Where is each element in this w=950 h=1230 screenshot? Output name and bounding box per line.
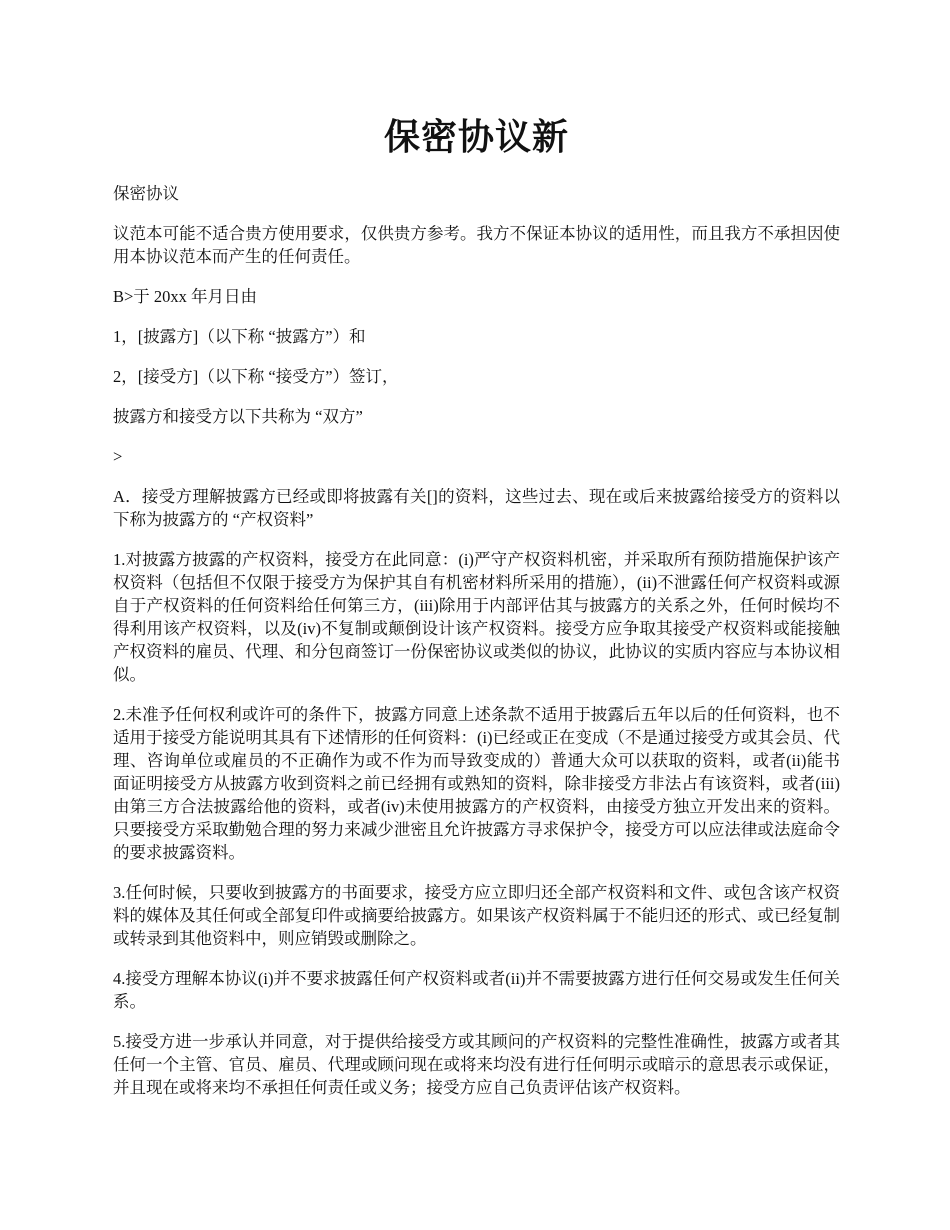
- paragraph-disclaimer: 议范本可能不适合贵方使用要求，仅供贵方参考。我方不保证本协议的适用性，而且我方不承担因使用本协议范本而产生的任何责任。: [113, 224, 840, 266]
- paragraph-clause-3: 3.任何时候，只要收到披露方的书面要求，接受方应立即归还全部产权资料和文件、或包含该产权资料的媒体及其任何或全部复印件或摘要给披露方。如果该产权资料属于不能归还的形式、或已经复制或转录到其他资料中，则应销毁或删除之。: [113, 883, 840, 948]
- paragraph-clause-1: 1.对披露方披露的产权资料，接受方在此同意：(i)严守产权资料机密，并采取所有预防措施保护该产权资料（包括但不仅限于接受方为保护其自有机密材料所采用的措施），(ii)不泄露任何产权资料或源自于产权资料的任何资料给任何第三方，(iii)除用于内部评估其与披露方的关系之外，任何时候均不得利用该产权资料，以及(iv)不复制或颠倒设计该产权资料。接受方应争取其接受产权资料或能接触产权资料的雇员、代理、和分包商签订一份保密协议或类似的协议，此协议的实质内容应与本协议相似。: [113, 550, 840, 684]
- paragraph-parties-definition: 披露方和接受方以下共称为 “双方”: [113, 407, 363, 426]
- paragraph-marker: >: [113, 447, 123, 466]
- paragraph-clause-5: 5.接受方进一步承认并同意，对于提供给接受方或其顾问的产权资料的完整性准确性，披露方或者其任何一个主管、官员、雇员、代理或顾问现在或将来均没有进行任何明示或暗示的意思表示或保证，并且现在或将来均不承担任何责任或义务；接受方应自己负责评估该产权资料。: [113, 1032, 840, 1097]
- document-page: [113, 112, 840, 1116]
- paragraph-date-line: B>于 20xx 年月日由: [113, 287, 258, 306]
- paragraph-party-discloser: 1，[披露方]（以下称 “披露方”）和: [113, 327, 366, 346]
- paragraph-clause-4: 4.接受方理解本协议(i)并不要求披露任何产权资料或者(ii)并不需要披露方进行任何交易或发生任何关系。: [113, 969, 840, 1011]
- paragraph-party-recipient: 2，[接受方]（以下称 “接受方”）签订，: [113, 367, 399, 386]
- paragraph-clause-2: 2.未准予任何权利或许可的条件下，披露方同意上述条款不适用于披露后五年以后的任何资料，也不适用于接受方能说明其具有下述情形的任何资料：(i)已经或正在变成（不是通过接受方或其会员、代理、咨询单位或雇员的不正确作为或不作为而导致变成的）普通大众可以获取的资料，或者(ii)能书面证明接受方从披露方收到资料之前已经拥有或熟知的资料，除非接受方非法占有该资料，或者(iii)由第三方合法披露给他的资料，或者(iv)未使用披露方的产权资料，由接受方独立开发出来的资料。只要接受方采取勤勉合理的努力来减少泄密且允许披露方寻求保护令，接受方可以应法律或法庭命令的要求披露资料。: [113, 705, 840, 862]
- paragraph-heading: 保密协议: [113, 184, 179, 203]
- paragraph-recital-a: A．接受方理解披露方已经或即将披露有关[]的资料，这些过去、现在或后来披露给接受方的资料以下称为披露方的 “产权资料”: [113, 487, 840, 529]
- document-title: 保密协议新: [383, 117, 569, 157]
